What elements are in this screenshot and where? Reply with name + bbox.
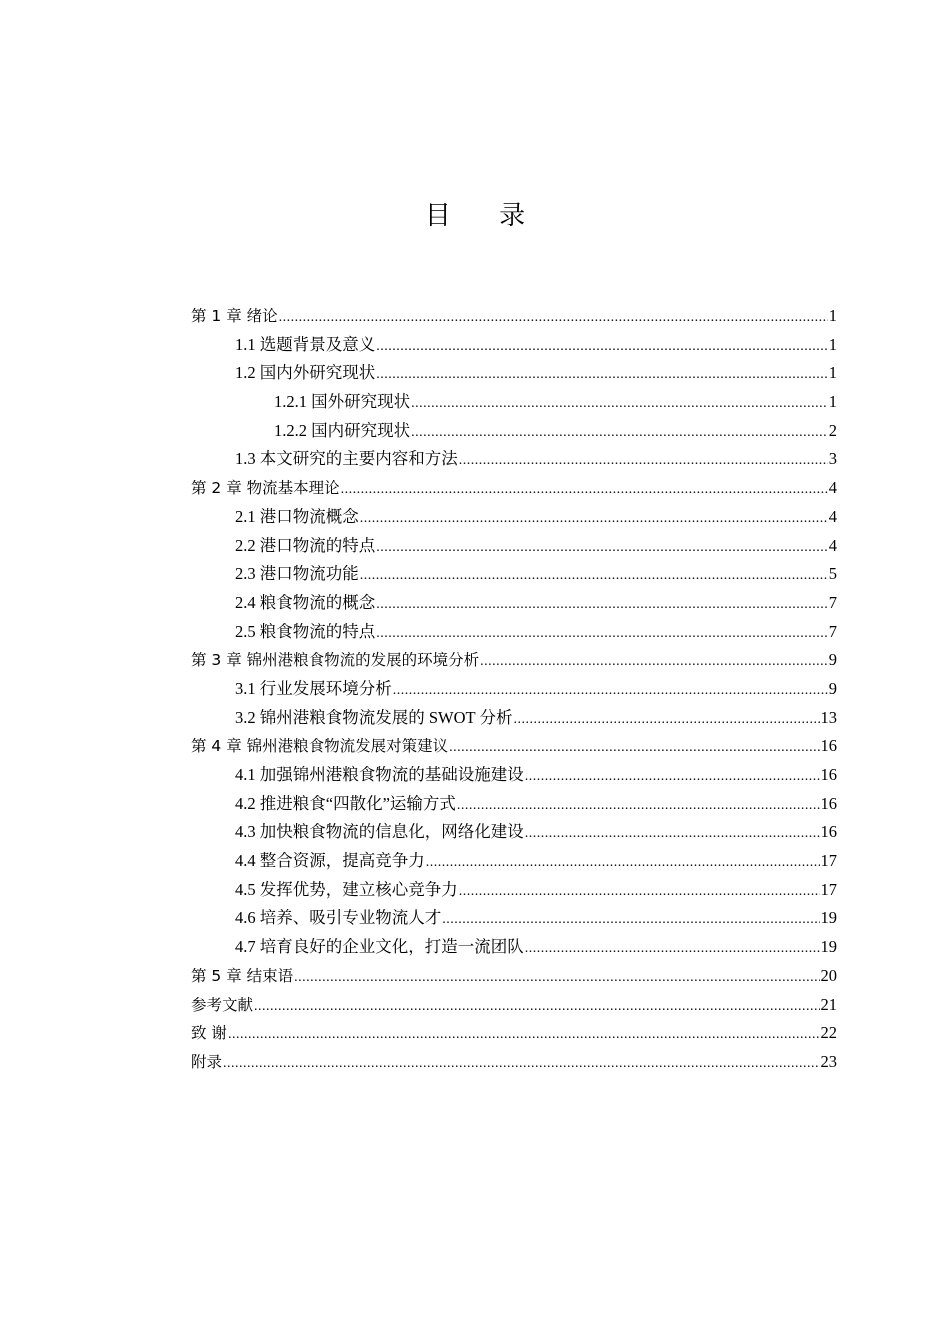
toc-entry xyxy=(191,1019,837,1048)
toc-entry-label: 4.5 发挥优势，建立核心竞争力 xyxy=(235,879,458,899)
dot-leader xyxy=(457,792,820,821)
toc-page-number: 9 xyxy=(828,650,837,670)
toc-entry xyxy=(191,704,837,733)
dot-leader xyxy=(525,820,820,849)
toc-page-number: 17 xyxy=(820,879,837,899)
toc-entry xyxy=(191,503,837,532)
toc-entry-label: 1.1 选题背景及意义 xyxy=(235,334,376,354)
toc-entry xyxy=(191,560,837,589)
dot-leader xyxy=(376,591,828,620)
toc-page-number: 4 xyxy=(828,506,837,526)
dot-leader xyxy=(228,1021,820,1050)
toc-entry xyxy=(191,618,837,647)
toc-page-number: 16 xyxy=(820,736,837,756)
toc-entry-label: 第 3 章 锦州港粮食物流的发展的环境分析 xyxy=(191,651,480,670)
toc-entry xyxy=(191,732,837,761)
dot-leader xyxy=(513,706,819,735)
toc-entry-label: 2.1 港口物流概念 xyxy=(235,506,359,526)
toc-page-number: 2 xyxy=(828,420,837,440)
toc-page-number: 1 xyxy=(828,363,837,383)
dot-leader xyxy=(480,648,828,677)
toc-entry xyxy=(191,589,837,618)
toc-title: 目 录 xyxy=(424,201,546,231)
toc-entry xyxy=(191,359,837,388)
toc-entry xyxy=(191,331,837,360)
toc-entry xyxy=(191,847,837,876)
toc-entry-label: 1.2 国内外研究现状 xyxy=(235,363,376,383)
toc-page-number: 21 xyxy=(820,994,837,1014)
toc-entry xyxy=(191,790,837,819)
toc-entry xyxy=(191,675,837,704)
dot-leader xyxy=(411,390,828,419)
toc-page-number: 1 xyxy=(828,392,837,412)
toc-entry-label: 附录 xyxy=(191,1052,223,1071)
toc-entry-label: 4.3 加快粮食物流的信息化，网络化建设 xyxy=(235,822,524,842)
dot-leader xyxy=(294,964,819,993)
toc-page-number: 9 xyxy=(828,678,837,698)
table-of-contents xyxy=(191,302,837,1077)
toc-entry-label: 第 5 章 结束语 xyxy=(191,966,294,985)
toc-entry-label: 1.2.1 国外研究现状 xyxy=(274,392,411,412)
toc-entry xyxy=(191,962,837,991)
toc-entry xyxy=(191,646,837,675)
dot-leader xyxy=(376,361,828,390)
toc-page-number: 7 xyxy=(828,592,837,612)
toc-page-number: 16 xyxy=(820,793,837,813)
dot-leader xyxy=(223,1050,819,1079)
toc-entry-label: 1.2.2 国内研究现状 xyxy=(274,420,411,440)
dot-leader xyxy=(411,419,828,448)
dot-leader xyxy=(442,906,819,935)
toc-entry xyxy=(191,818,837,847)
toc-entry xyxy=(191,904,837,933)
dot-leader xyxy=(279,304,828,333)
toc-page-number: 17 xyxy=(820,851,837,871)
dot-leader xyxy=(525,935,820,964)
toc-page-number: 19 xyxy=(820,937,837,957)
toc-entry-label: 2.3 港口物流功能 xyxy=(235,564,359,584)
toc-entry xyxy=(191,417,837,446)
toc-entry-label: 3.1 行业发展环境分析 xyxy=(235,678,392,698)
toc-entry-label: 1.3 本文研究的主要内容和方法 xyxy=(235,449,458,469)
toc-entry-label: 第 2 章 物流基本理论 xyxy=(191,479,340,498)
dot-leader xyxy=(254,993,819,1022)
toc-page-number: 7 xyxy=(828,621,837,641)
toc-page-number: 1 xyxy=(828,334,837,354)
toc-entry-label: 4.6 培养、吸引专业物流人才 xyxy=(235,908,442,928)
dot-leader xyxy=(376,620,828,649)
toc-entry-label: 第 4 章 锦州港粮食物流发展对策建议 xyxy=(191,737,449,756)
toc-entry-label: 2.2 港口物流的特点 xyxy=(235,535,376,555)
dot-leader xyxy=(360,562,828,591)
toc-page-number: 23 xyxy=(820,1051,837,1071)
toc-entry-label: 第 1 章 绪论 xyxy=(191,307,278,325)
dot-leader xyxy=(376,534,828,563)
toc-entry-label: 4.1 加强锦州港粮食物流的基础设施建设 xyxy=(235,765,524,784)
dot-leader xyxy=(376,333,828,362)
toc-entry xyxy=(191,445,837,474)
toc-entry-label: 参考文献 xyxy=(191,995,254,1014)
toc-entry xyxy=(191,876,837,905)
toc-entry-label: 4.2 推进粮食“四散化”运输方式 xyxy=(235,793,456,813)
toc-entry-label: 3.2 锦州港粮食物流发展的 SWOT 分析 xyxy=(235,707,513,727)
toc-entry-label: 致 谢 xyxy=(191,1024,227,1043)
dot-leader xyxy=(393,677,828,706)
toc-entry-label: 2.4 粮食物流的概念 xyxy=(235,592,376,612)
dot-leader xyxy=(449,734,819,763)
toc-page-number: 22 xyxy=(820,1023,837,1043)
toc-entry xyxy=(191,761,837,790)
toc-entry-label: 4.7 培育良好的企业文化，打造一流团队 xyxy=(235,937,524,957)
dot-leader xyxy=(360,505,828,534)
toc-page-number: 3 xyxy=(828,449,837,469)
toc-entry-label: 2.5 粮食物流的特点 xyxy=(235,621,376,641)
toc-entry xyxy=(191,474,837,503)
toc-page-number: 1 xyxy=(828,306,837,325)
dot-leader xyxy=(525,763,820,792)
toc-page-number: 4 xyxy=(828,535,837,555)
toc-page-number: 4 xyxy=(828,478,837,498)
dot-leader xyxy=(459,447,828,476)
toc-page-number: 13 xyxy=(820,707,837,727)
dot-leader xyxy=(341,476,828,505)
toc-page-number: 16 xyxy=(820,822,837,842)
toc-entry xyxy=(191,532,837,561)
toc-page-number: 19 xyxy=(820,908,837,928)
toc-page-number: 20 xyxy=(820,965,837,985)
toc-entry xyxy=(191,991,837,1020)
toc-entry xyxy=(191,388,837,417)
toc-entry xyxy=(191,1048,837,1077)
toc-entry xyxy=(191,933,837,962)
dot-leader xyxy=(459,878,820,907)
toc-entry-label: 4.4 整合资源，提高竞争力 xyxy=(235,851,425,871)
toc-page-number: 16 xyxy=(820,765,837,784)
toc-page-number: 5 xyxy=(828,564,837,584)
toc-entry xyxy=(191,302,837,331)
dot-leader xyxy=(426,849,820,878)
